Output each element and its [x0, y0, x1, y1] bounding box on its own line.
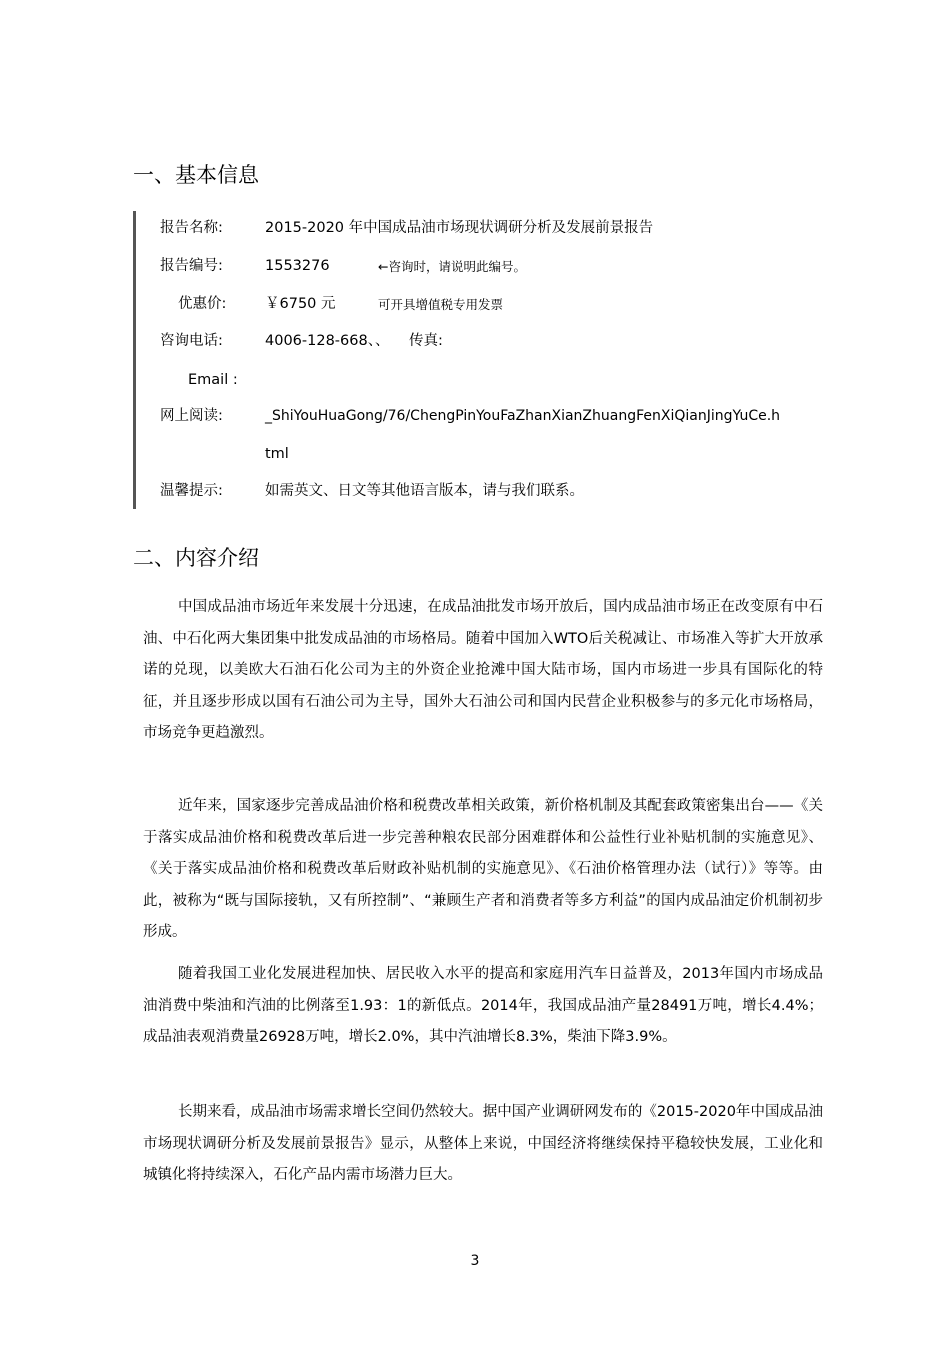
price-label: 优惠价: [178, 296, 227, 312]
section-2-title: 二、内容介绍 [133, 546, 259, 570]
phone-label: 咨询电话: [160, 333, 223, 349]
section-1-title: 一、基本信息 [133, 163, 259, 187]
paragraph-3: 随着我国工业化发展进程加快、居民收入水平的提高和家庭用汽车日益普及，2013年国内市场成品油消费中柴油和汽油的比例落至1.93：1的新低点。2014年，我国成品油产量28491万吨，增长4.4%；成品油表观消费量26928万吨，增长2.0%，其中汽油增长8.3%，柴油下降3.9%。 [143, 966, 823, 1045]
info-block-bar [133, 211, 136, 509]
price-value: ￥6750 元 [265, 296, 336, 312]
report-id-value: 1553276 [265, 258, 330, 274]
page-number: 3 [470, 1253, 480, 1269]
online-reading-label: 网上阅读: [160, 408, 223, 424]
paragraph-4: 长期来看，成品油市场需求增长空间仍然较大。据中国产业调研网发布的《2015-2020年中国成品油市场现状调研分析及发展前景报告》显示，从整体上来说，中国经济将继续保持平稳较快发展，工业化和城镇化将持续深入，石化产品内需市场潜力巨大。 [143, 1104, 823, 1183]
tip-label: 温馨提示: [160, 483, 223, 499]
online-reading-link-cont[interactable]: tml [265, 446, 289, 462]
phone-value: 4006-128-668、、 [265, 333, 390, 349]
paragraph-1: 中国成品油市场近年来发展十分迅速，在成品油批发市场开放后，国内成品油市场正在改变原有中石油、中石化两大集团集中批发成品油的市场格局。随着中国加入WTO后关税减让、市场准入等扩大开放承诺的兑现，以美欧大石油石化公司为主的外资企业抢滩中国大陆市场，国内市场进一步具有国际化的特征，并且逐步形成以国有石油公司为主导，国外大石油公司和国内民营企业积极参与的多元化市场格局，市场竞争更趋激烈。 [143, 599, 823, 741]
tip-value: 如需英文、日文等其他语言版本，请与我们联系。 [265, 483, 584, 499]
report-id-note: ←咨询时，请说明此编号。 [378, 259, 526, 274]
report-name-value: 2015-2020 年中国成品油市场现状调研分析及发展前景报告 [265, 220, 654, 236]
invoice-note: 可开具增值税专用发票 [378, 297, 504, 312]
email-label: Email : [188, 372, 238, 388]
report-id-label: 报告编号: [160, 258, 223, 274]
paragraph-2: 近年来，国家逐步完善成品油价格和税费改革相关政策，新价格机制及其配套政策密集出台——《关于落实成品油价格和税费改革后进一步完善种粮农民部分困难群体和公益性行业补贴机制的实施意见》、《关于落实成品油价格和税费改革后财政补贴机制的实施意见》、《石油价格管理办法（试行）》等等。由此，被称为“既与国际接轨，又有所控制”、“兼顾生产者和消费者等多方利益”的国内成品油定价机制初步形成。 [143, 798, 823, 940]
online-reading-link[interactable]: _ShiYouHuaGong/76/ChengPinYouFaZhanXianZhuangFenXiQianJingYuCe.h [265, 408, 781, 424]
report-name-label: 报告名称: [160, 220, 223, 236]
fax-label: 传真: [409, 333, 443, 349]
